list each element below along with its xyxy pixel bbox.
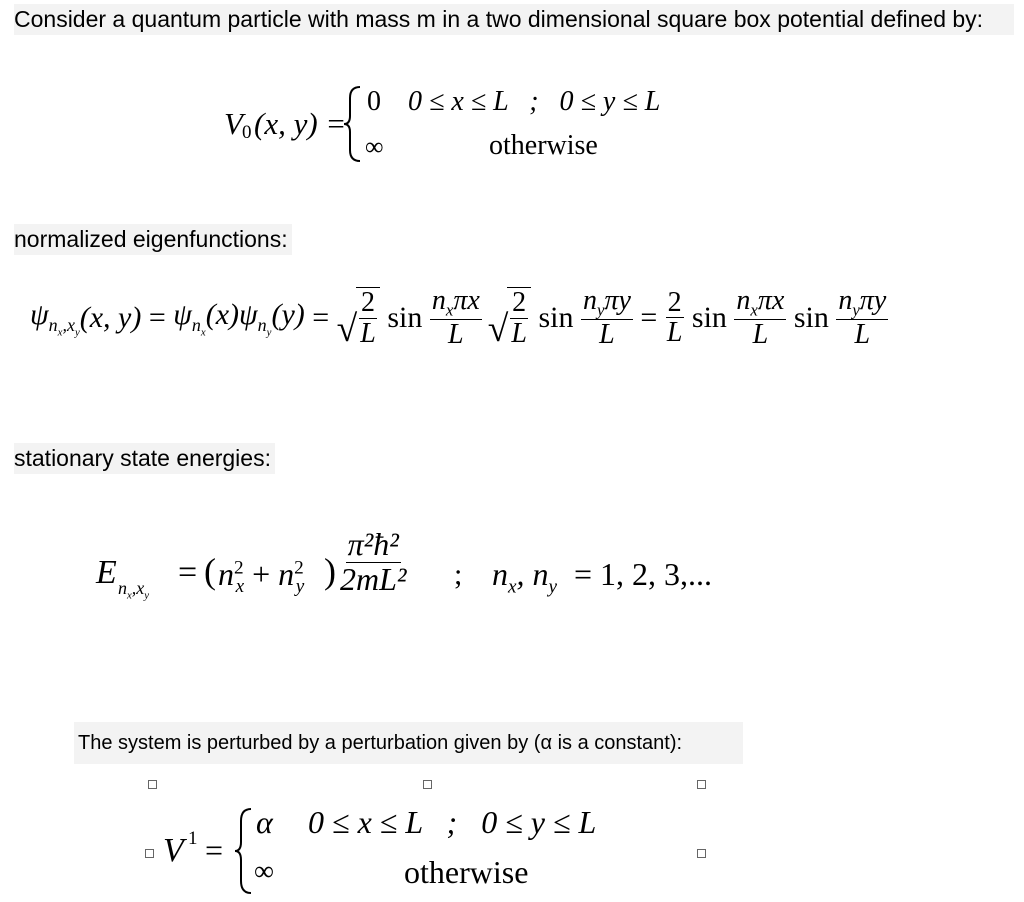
perturbation-case2-value: ∞ bbox=[254, 856, 274, 887]
eigenfunction-equation: $\psi_{n_x,x_y}$ (x, y) = $\psi_{n_x}(x)\psi_{n_y}(y)$ = √ $\frac{2}{L}$ sin $\frac{n_x\pi x}{L}$ √ $\frac{2}{L}$ sin $\frac{n_y\pi y}{L}$ = $\frac{2}{L}$ sin $\frac{n_x\pi x}{L}$ sin $\frac{n_y\pi y}{L}$ bbox=[30, 285, 887, 351]
energy-heading bbox=[14, 443, 275, 474]
sqrt-2-over-l-y: √ $\frac{2}{L}$ bbox=[488, 287, 531, 348]
frac-ny-pi-y-2: $\frac{n_y\pi y}{L}$ bbox=[838, 285, 887, 351]
energy-e-sub: $n_x,x_y$ bbox=[118, 578, 150, 602]
potential-lhs-sub: 0 bbox=[242, 122, 252, 143]
psi-nx: $\psi_{n_x}(x)\psi_{n_y}(y)$ bbox=[173, 297, 305, 339]
perturbation-intro-label: The system is perturbed by a perturbation given by (α is a constant): bbox=[78, 732, 683, 754]
energy-quantum-numbers: $n_x$, $n_y$ bbox=[492, 556, 558, 598]
perturbation-case1-value: α bbox=[256, 804, 273, 840]
energy-equation bbox=[0, 520, 1024, 630]
potential-brace bbox=[343, 84, 363, 164]
energy-semicolon: ; bbox=[454, 558, 463, 591]
psi-args: (x, y) bbox=[79, 300, 142, 334]
energy-equals: = bbox=[178, 554, 198, 591]
frac-ny-pi-y: $\frac{n_y\pi y}{L}$ bbox=[582, 285, 631, 351]
anchor-box-3 bbox=[697, 780, 706, 789]
potential-lhs-args: (x, y) = bbox=[254, 106, 347, 141]
energy-e: E bbox=[96, 554, 117, 591]
potential-lhs-v: V bbox=[224, 106, 243, 141]
perturbation-lhs-sup: 1 bbox=[188, 828, 198, 849]
frac-nx-pi-x-2: $\frac{n_x\pi x}{L}$ bbox=[736, 285, 785, 351]
potential-case2-condition: otherwise bbox=[489, 130, 598, 161]
energy-range: = 1, 2, 3,... bbox=[574, 556, 713, 592]
perturbation-lhs: V bbox=[163, 832, 184, 869]
energy-nx2-ny2: $n^2_x + n^2_y$ bbox=[218, 556, 305, 598]
energy-fraction: $\frac{\text{π²ħ²}}{\text{2mL²}}$ bbox=[340, 526, 407, 597]
intro-label: Consider a quantum particle with mass m in a two dimensional square box potential defined by: bbox=[14, 6, 984, 32]
eigen-heading bbox=[14, 224, 292, 255]
energy-heading-label: stationary state energies: bbox=[14, 445, 271, 471]
potential-case1-value: 0 bbox=[367, 86, 381, 117]
energy-paren-close: ) bbox=[324, 551, 336, 591]
potential-case2-value: ∞ bbox=[365, 132, 384, 161]
perturbation-equation bbox=[0, 800, 1024, 902]
sqrt-2-over-l-x: √ $\frac{2}{L}$ bbox=[337, 287, 380, 348]
perturbation-case2-condition: otherwise bbox=[404, 854, 529, 890]
anchor-box-1 bbox=[148, 780, 157, 789]
perturbation-brace bbox=[234, 806, 254, 896]
psi-nx-ny: $\psi_{n_x,x_y}$ bbox=[30, 297, 80, 339]
frac-2-over-l: $\frac{2}{L}$ bbox=[666, 286, 683, 349]
eigen-heading-label: normalized eigenfunctions: bbox=[14, 226, 288, 252]
anchor-box-2 bbox=[423, 780, 432, 789]
frac-nx-pi-x: $\frac{n_x\pi x}{L}$ bbox=[431, 285, 480, 351]
energy-paren: ( bbox=[204, 551, 216, 591]
perturbation-intro bbox=[74, 722, 743, 764]
perturbation-equals: = bbox=[205, 832, 224, 868]
perturbation-case1-condition: 0 ≤ x ≤ L ; 0 ≤ y ≤ L bbox=[308, 804, 597, 840]
potential-equation bbox=[0, 84, 1024, 174]
potential-case1-condition: 0 ≤ x ≤ L ; 0 ≤ y ≤ L bbox=[408, 86, 661, 117]
intro-text bbox=[14, 4, 1014, 35]
